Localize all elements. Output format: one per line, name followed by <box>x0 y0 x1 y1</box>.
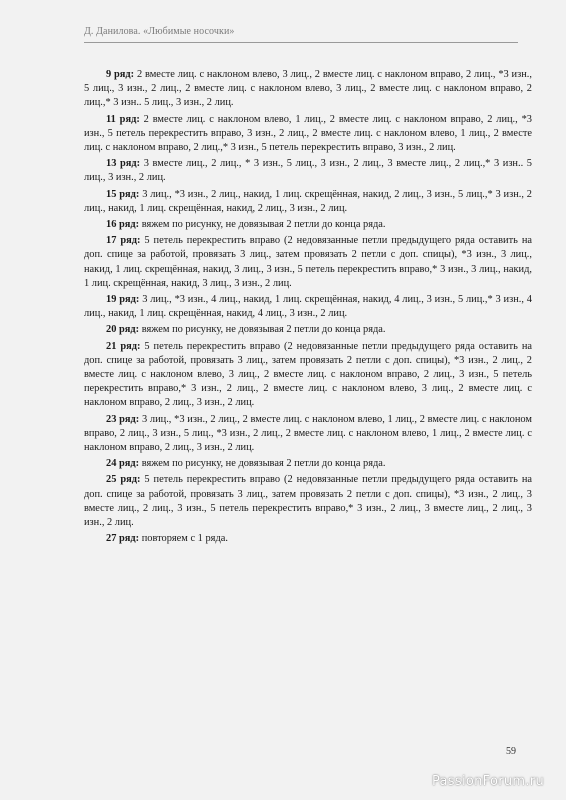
row-label: 21 ряд: <box>106 340 141 352</box>
row-label: 13 ряд: <box>106 158 141 170</box>
row-text: 3 вместе лиц., 2 лиц., * 3 изн., 5 лиц., 3 изн., 2 лиц., 3 вместе лиц., 2 лиц.,* 3 изн.. 5 лиц., 3 изн., 2 лиц. <box>84 158 532 184</box>
header-rule <box>84 42 518 43</box>
row-label: 20 ряд: <box>106 324 140 336</box>
row-paragraph <box>84 157 532 185</box>
row-label: 24 ряд: <box>106 458 140 470</box>
row-text: вяжем по рисунку, не довязывая 2 петли до конца ряда. <box>139 324 386 336</box>
row-paragraph <box>84 532 532 546</box>
row-text: повторяем с 1 ряда. <box>139 533 228 545</box>
row-label: 17 ряд: <box>106 235 141 247</box>
row-paragraph <box>84 188 532 216</box>
row-paragraph <box>84 323 532 337</box>
row-text: 3 лиц., *3 изн., 2 лиц., накид, 1 лиц. скрещённая, накид, 2 лиц., 3 изн., 5 лиц.,* 3 изн., 2 лиц., накид, 1 лиц. скрещённая, накид, 2 лиц., 3 изн., 2 лиц. <box>84 188 533 214</box>
row-label: 27 ряд: <box>106 533 140 545</box>
running-header: Д. Данилова. «Любимые носочки» <box>84 26 235 37</box>
row-text: 5 петель перекрестить вправо (2 недовязанные петли предыдущего ряда оставить на доп. спице за работой, провязать 3 лиц., затем провязать 2 петли с доп. спицы), *3 изн., 3 лиц., накид, 1 лиц. скрещённая, накид, 3 лиц., 3 изн., 5 петель перекрестить вправо,* 3 изн., 3 лиц., накид, 1 лиц. скрещённая, накид, 3 лиц., 3 изн., 2 лиц. <box>84 235 532 289</box>
row-paragraph <box>84 413 532 456</box>
row-label: 9 ряд: <box>106 69 135 80</box>
row-text: 3 лиц., *3 изн., 4 лиц., накид, 1 лиц. скрещённая, накид, 4 лиц., 3 изн., 5 лиц.,* 3 изн., 4 лиц., накид, 1 лиц. скрещённая, накид, 4 лиц., 3 изн., 2 лиц. <box>84 294 533 320</box>
row-label: 23 ряд: <box>106 413 140 425</box>
row-label: 25 ряд: <box>106 474 141 486</box>
row-paragraph <box>84 293 532 321</box>
row-text: 2 вместе лиц. с наклоном влево, 1 лиц., 2 вместе лиц. с наклоном вправо, 2 лиц., *3 изн., 5 петель перекрестить вправо, 3 изн., 2 лиц., 2 вместе лиц. с наклоном влево, 1 лиц., 2 вместе лиц. с наклоном вправо, 2 лиц.,* 3 изн., 5 петель перекрестить вправо, 3 изн., 2 лиц. <box>84 113 533 154</box>
row-paragraph <box>84 218 532 232</box>
row-label: 19 ряд: <box>106 294 140 306</box>
row-text: 3 лиц., *3 изн., 2 лиц., 2 вместе лиц. с наклоном влево, 1 лиц., 2 вместе лиц. с наклоном вправо, 2 лиц., 3 изн., 5 лиц., *3 изн., 2 лиц., 2 вместе лиц. с наклоном влево, 1 лиц., 2 вместе лиц. с наклоном вправо, 2 лиц., 3 изн., 2 лиц. <box>84 413 532 454</box>
row-paragraph <box>84 113 532 156</box>
page-number: 59 <box>506 746 516 757</box>
row-text: вяжем по рисунку, не довязывая 2 петли до конца ряда. <box>139 458 386 470</box>
watermark-logo: PassionForum.ru <box>431 774 544 789</box>
row-text: вяжем по рисунку, не довязывая 2 петли до конца ряда. <box>139 219 386 231</box>
row-label: 15 ряд: <box>106 188 140 200</box>
row-paragraph <box>84 68 532 111</box>
row-paragraph <box>84 340 532 411</box>
row-paragraph <box>84 473 532 530</box>
pattern-text <box>84 68 532 549</box>
row-label: 16 ряд: <box>106 219 140 231</box>
row-label: 11 ряд: <box>106 113 140 125</box>
row-text: 5 петель перекрестить вправо (2 недовязанные петли предыдущего ряда оставить на доп. спице за работой, провязать 3 лиц., затем провязать 2 петли с доп. спицы), *3 изн., 2 лиц., 2 вместе лиц. с наклоном влево, 3 лиц., 2 вместе лиц. с наклоном вправо, 2 лиц., 3 изн., 5 петель перекрестить вправо,* 3 изн., 2 лиц., 2 вместе лиц. с наклоном влево, 3 лиц., 2 вместе лиц. с наклоном вправо, 2 лиц., 3 изн., 2 лиц. <box>84 340 532 409</box>
row-text: 5 петель перекрестить вправо (2 недовязанные петли предыдущего ряда оставить на доп. спице за работой, провязать 3 лиц., затем провязать 2 петли с доп. спицы), *3 изн., 2 лиц., 3 вместе лиц., 2 лиц., 3 изн., 5 петель перекрестить вправо,* 3 изн., 2 лиц., 3 вместе лиц., 2 лиц., 3 изн., 2 лиц. <box>84 474 532 529</box>
row-paragraph <box>84 457 532 471</box>
row-text: 2 вместе лиц. с наклоном влево, 3 лиц., 2 вместе лиц. с наклоном вправо, 2 лиц., *3 изн., 5 лиц., 3 изн., 2 лиц., 2 вместе лиц. с наклоном влево, 3 лиц., 2 вместе лиц. с наклоном вправо, 2 лиц.,* 3 изн.. 5 лиц., 3 изн., 2 лиц. <box>84 69 532 109</box>
row-paragraph <box>84 234 532 291</box>
